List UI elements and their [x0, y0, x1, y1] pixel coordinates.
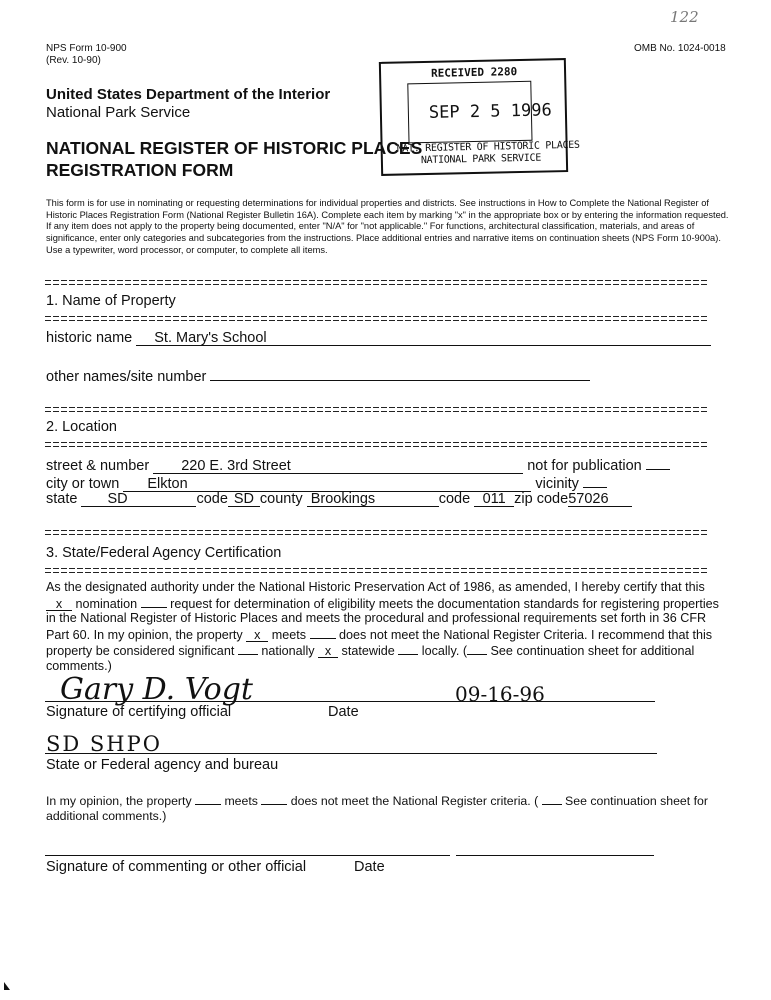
nfp-field[interactable] [646, 455, 670, 470]
continuation-label: See continuation sheet for additional comments.) [46, 644, 695, 673]
request-checkbox[interactable] [141, 595, 167, 608]
state-row [46, 491, 632, 507]
opinion-meets-checkbox[interactable] [195, 792, 221, 805]
continuation-checkbox[interactable] [467, 642, 487, 655]
stamp-org-2: NATIONAL PARK SERVICE [420, 152, 542, 167]
instructions: This form is for use in nominating or requesting determinations for individual properties and districts. See instructions in How to Complete the National Register of Historic Places Registration Form (National Register Bulletin 16A). Complete each item by marking "x" in the appropriate box or by entering the information requested. If any item does not apply to the property being documented, enter "N/A" for "not applicable." For functions, architectural classification, materials, and areas of significance, enter only categories and subcategories from the instructions. Place additional entries and narrative items on continuation sheets (NPS Form 10-900a). Use a typewriter, word processor, or computer, to complete all items. [46, 198, 729, 255]
handwritten-signature: Gary D. Vogt [60, 672, 253, 707]
corner-mark-icon [4, 982, 10, 990]
street-label: street & number [46, 458, 150, 474]
omb-number: OMB No. 1024-0018 [634, 43, 726, 54]
form-revision: (Rev. 10-90) [46, 55, 101, 66]
locally-label: locally. ( [421, 644, 468, 659]
statewide-label: statewide [341, 644, 395, 659]
opinion-text: In my opinion, the property [46, 794, 192, 808]
nationally-label: nationally [261, 644, 315, 659]
state-label: state [46, 491, 78, 507]
agency-label: State or Federal agency and bureau [46, 757, 279, 773]
historic-name-field[interactable]: St. Mary's School [136, 331, 711, 346]
state-code-field[interactable]: SD [228, 492, 260, 507]
does-not-meet-checkbox[interactable] [310, 626, 336, 639]
zip-label: zip code [514, 491, 569, 507]
form-subtitle: REGISTRATION FORM [46, 160, 234, 180]
separator [45, 280, 707, 285]
meets-checkbox[interactable]: x [246, 629, 268, 642]
vicinity-field[interactable] [583, 473, 607, 488]
separator [45, 568, 707, 573]
other-names-label: other names/site number [46, 369, 207, 385]
handwritten-agency: SD SHPO [46, 732, 162, 756]
county-label: county [259, 491, 303, 507]
nomination-label: nomination [75, 596, 138, 611]
does-not-meet-label: does not meet the National Register Criteria. I recommend that this property be considered significant [46, 627, 713, 659]
separator [45, 442, 707, 447]
handwritten-page-number: 122 [670, 8, 699, 26]
nfp-label: not for publication [527, 458, 642, 474]
historic-name-label: historic name [46, 330, 133, 346]
county-field[interactable]: Brookings [307, 492, 439, 507]
city-field[interactable]: Elkton [123, 477, 531, 492]
street-row [46, 455, 670, 474]
nationally-checkbox[interactable] [238, 642, 258, 655]
agency-line[interactable] [45, 753, 657, 754]
comment-signature-line[interactable] [45, 855, 450, 856]
other-names-row [46, 366, 590, 385]
vicinity-label: vicinity [535, 476, 579, 492]
statewide-checkbox[interactable]: x [318, 645, 338, 658]
form-title: NATIONAL REGISTER OF HISTORIC PLACES [46, 138, 423, 158]
state-code-label: code [196, 491, 228, 507]
comment-date-line[interactable] [456, 855, 654, 856]
stamp-org-1: NAT. REGISTER OF HISTORIC PLACES [396, 139, 580, 155]
signature-label: Signature of certifying official [46, 704, 232, 720]
state-field[interactable]: SD [81, 492, 196, 507]
signature-line[interactable] [45, 701, 655, 702]
city-row [46, 473, 607, 492]
form-number: NPS Form 10-900 [46, 43, 127, 54]
department: United States Department of the Interior [46, 86, 331, 103]
historic-name-row [46, 330, 711, 346]
cert-text: As the designated authority under the National Historic Preservation Act of 1986, as amended, I hereby certify that this [46, 580, 705, 594]
locally-checkbox[interactable] [398, 642, 418, 655]
opinion-does-not-label: does not meet the National Register criteria. ( [290, 794, 539, 808]
zip-field[interactable]: 57026 [568, 492, 632, 507]
opinion-meets-label: meets [224, 794, 258, 808]
certification-paragraph [46, 580, 726, 674]
handwritten-date: 09-16-96 [455, 682, 545, 706]
stamp-received: RECEIVED 2280 [430, 65, 518, 80]
request-label: request for determination of eligibility meets the documentation standards for registering properties in the National Register of Historic Places and meets the procedural and professional requirements set forth in 36 CFR Part 60. In my opinion, the property [46, 596, 719, 642]
other-names-field[interactable] [210, 366, 590, 381]
section-1-title: 1. Name of Property [46, 293, 176, 309]
stamp-date: SEP 2 5 1996 [428, 100, 552, 123]
meets-label: meets [271, 627, 307, 642]
section-3-title: 3. State/Federal Agency Certification [46, 545, 282, 561]
street-field[interactable]: 220 E. 3rd Street [153, 459, 523, 474]
received-stamp [379, 58, 580, 176]
date-label: Date [328, 704, 359, 720]
section-2-title: 2. Location [46, 419, 117, 435]
comment-signature-label: Signature of commenting or other official [46, 859, 307, 875]
county-code-label: code [438, 491, 471, 507]
opinion-does-not-checkbox[interactable] [261, 792, 287, 805]
agency: National Park Service [46, 104, 191, 121]
opinion-continuation-checkbox[interactable] [542, 792, 562, 805]
county-code-field[interactable]: 011 [474, 492, 514, 507]
comment-date-label: Date [354, 859, 385, 875]
city-label: city or town [46, 476, 120, 492]
separator [45, 316, 707, 321]
separator [45, 530, 707, 535]
nomination-checkbox[interactable]: x [46, 598, 72, 611]
opinion-continuation-label: See continuation sheet for additional comments.) [46, 794, 708, 823]
opinion-paragraph [46, 792, 746, 823]
separator [45, 407, 707, 412]
